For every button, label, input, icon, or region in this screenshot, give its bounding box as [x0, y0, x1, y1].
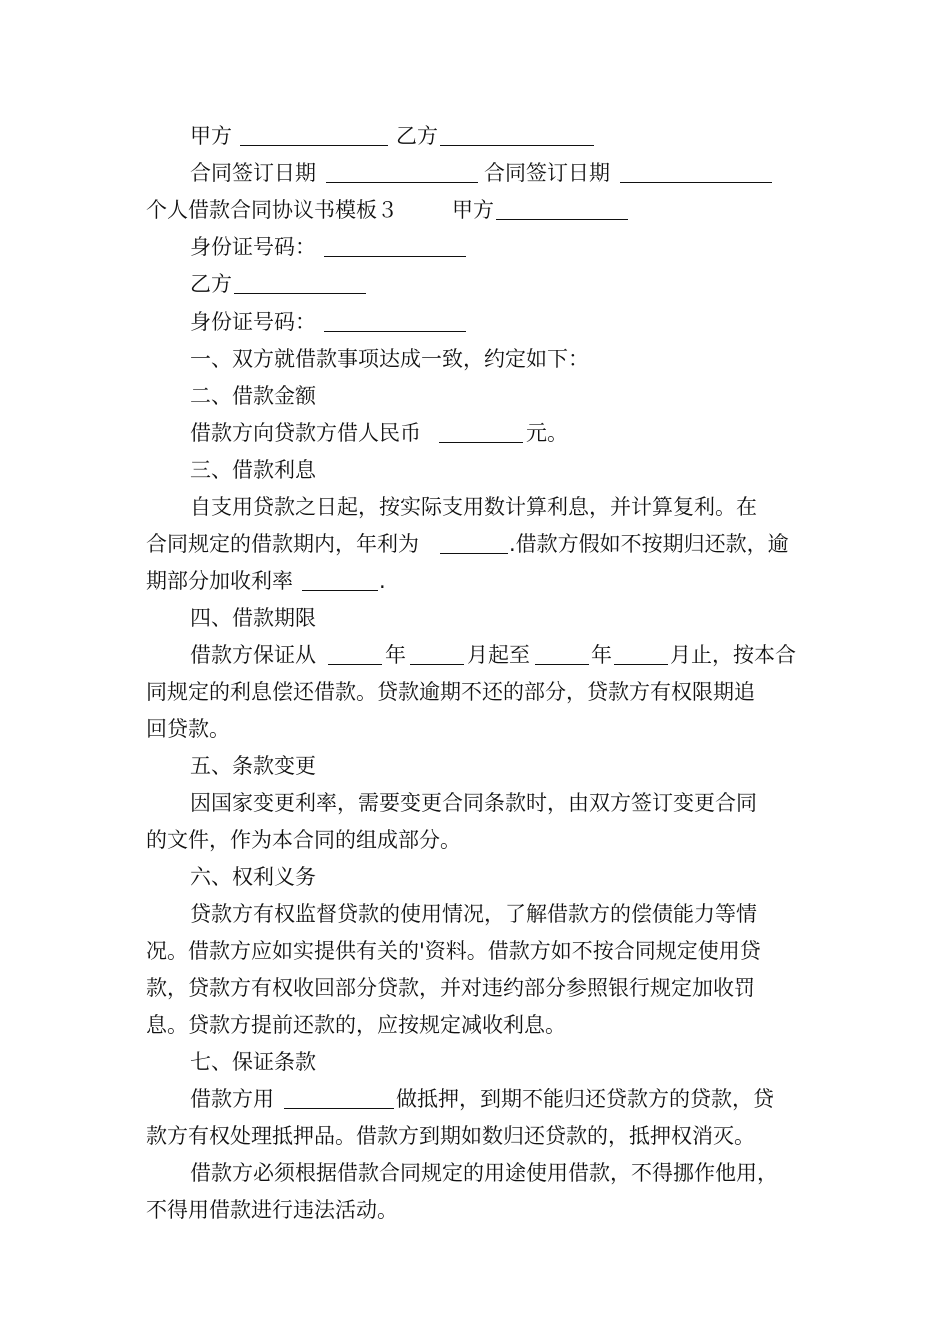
section-7-text-3: 借款方必须根据借款合同规定的用途使用借款，不得挪作他用， — [190, 1161, 778, 1185]
amount-blank — [439, 422, 523, 443]
section-6-text-2: 况。借款方应如实提供有关的'资料。借款方如不按合同规定使用贷 — [146, 939, 761, 963]
sig-date-b-blank — [620, 162, 772, 183]
section-4-heading-text: 四、借款期限 — [190, 606, 316, 630]
header-id-b-label: 身份证号码： — [190, 310, 316, 334]
document-title: 个人借款合同协议书模板３ — [146, 198, 398, 222]
section-5-line-1 — [0, 788, 950, 818]
section-5-heading — [0, 751, 950, 781]
section-5-line-2 — [0, 825, 950, 855]
section-5-text-1: 因国家变更利率，需要变更合同条款时，由双方签订变更合同 — [190, 791, 757, 815]
section-6-heading — [0, 862, 950, 892]
amount-label: 借款方向贷款方借人民币 — [190, 421, 421, 445]
section-6-text-3: 款，贷款方有权收回部分贷款，并对违约部分参照银行规定加收罚 — [146, 976, 755, 1000]
end-month-blank — [614, 644, 668, 665]
section-2-heading-text: 二、借款金额 — [190, 384, 316, 408]
sig-party-a-label: 甲方 — [190, 124, 232, 148]
header-id-a-blank — [324, 236, 466, 257]
start-year-blank — [328, 644, 382, 665]
section-7-heading — [0, 1047, 950, 1077]
amount-unit: 元。 — [526, 421, 568, 445]
end-month-unit: 月止，按本合 — [670, 643, 796, 667]
section-7-line-4 — [0, 1195, 950, 1225]
section-7-line-2 — [0, 1121, 950, 1151]
sig-party-a-blank — [240, 125, 388, 146]
sig-date-b-label: 合同签订日期 — [484, 161, 610, 185]
section-2-heading — [0, 381, 950, 411]
signature-line-parties — [0, 121, 950, 151]
section-6-line-4 — [0, 1010, 950, 1040]
section-6-line-1 — [0, 899, 950, 929]
sig-party-b-blank — [440, 125, 594, 146]
section-3-text-1: 自支用贷款之日起，按实际支用数计算利息，并计算复利。在 — [190, 495, 757, 519]
section-3-line-1 — [0, 492, 950, 522]
header-id-b-blank — [324, 311, 466, 332]
start-month-unit: 月起至 — [467, 643, 530, 667]
section-3-line-3 — [0, 566, 950, 596]
section-6-text-1: 贷款方有权监督贷款的使用情况，了解借款方的偿债能力等情 — [190, 902, 757, 926]
section-4-line-2 — [0, 677, 950, 707]
term-label: 借款方保证从 — [190, 643, 316, 667]
section-7-text-1: 做抵押，到期不能归还贷款方的贷款，贷 — [396, 1087, 774, 1111]
section-3-heading-text: 三、借款利息 — [190, 458, 316, 482]
end-year-unit: 年 — [591, 643, 612, 667]
section-4-text-2: 同规定的利息偿还借款。贷款逾期不还的部分，贷款方有权限期追 — [146, 680, 755, 704]
header-party-b-line — [0, 269, 950, 299]
section-5-heading-text: 五、条款变更 — [190, 754, 316, 778]
header-party-b-blank — [234, 273, 366, 294]
section-4-text-3: 回贷款。 — [146, 717, 230, 741]
section-6-text-4: 息。贷款方提前还款的，应按规定减收利息。 — [146, 1013, 566, 1037]
section-4-heading — [0, 603, 950, 633]
start-month-blank — [410, 644, 464, 665]
section-7-text-2: 款方有权处理抵押品。借款方到期如数归还贷款的，抵押权消灭。 — [146, 1124, 755, 1148]
collateral-label: 借款方用 — [190, 1087, 274, 1111]
section-7-line-1 — [0, 1084, 950, 1114]
start-year-unit: 年 — [385, 643, 406, 667]
end-year-blank — [535, 644, 589, 665]
interest-rate-blank — [440, 533, 508, 554]
section-6-line-3 — [0, 973, 950, 1003]
section-3-heading — [0, 455, 950, 485]
header-id-b-line — [0, 307, 950, 337]
header-id-a-line — [0, 232, 950, 262]
penalty-rate-period: . — [379, 569, 386, 593]
section-3-line-2 — [0, 529, 950, 559]
header-party-a-blank — [496, 199, 628, 220]
intro-text: 一、双方就借款事项达成一致，约定如下： — [190, 347, 589, 371]
penalty-rate-blank — [302, 570, 378, 591]
sig-date-a-label: 合同签订日期 — [190, 161, 316, 185]
title-line — [0, 195, 950, 225]
sig-party-b-label: 乙方 — [396, 124, 438, 148]
sig-date-a-blank — [326, 162, 478, 183]
section-7-heading-text: 七、保证条款 — [190, 1050, 316, 1074]
section-2-body — [0, 418, 950, 448]
section-3-text-2: .借款方假如不按期归还款，逾 — [509, 532, 789, 556]
section-5-text-2: 的文件，作为本合同的组成部分。 — [146, 828, 461, 852]
section-4-line-3 — [0, 714, 950, 744]
section-6-line-2 — [0, 936, 950, 966]
signature-line-dates — [0, 158, 950, 188]
section-4-line-1 — [0, 640, 950, 670]
intro-line — [0, 344, 950, 374]
interest-rate-label: 合同规定的借款期内，年利为 — [146, 532, 419, 556]
header-party-b-label: 乙方 — [190, 272, 232, 296]
header-party-a-label: 甲方 — [452, 198, 494, 222]
penalty-rate-label: 期部分加收利率 — [146, 569, 293, 593]
section-7-text-4: 不得用借款进行违法活动。 — [146, 1198, 398, 1222]
section-7-line-3 — [0, 1158, 950, 1188]
section-6-heading-text: 六、权利义务 — [190, 865, 316, 889]
header-id-a-label: 身份证号码： — [190, 235, 316, 259]
collateral-blank — [284, 1088, 394, 1109]
